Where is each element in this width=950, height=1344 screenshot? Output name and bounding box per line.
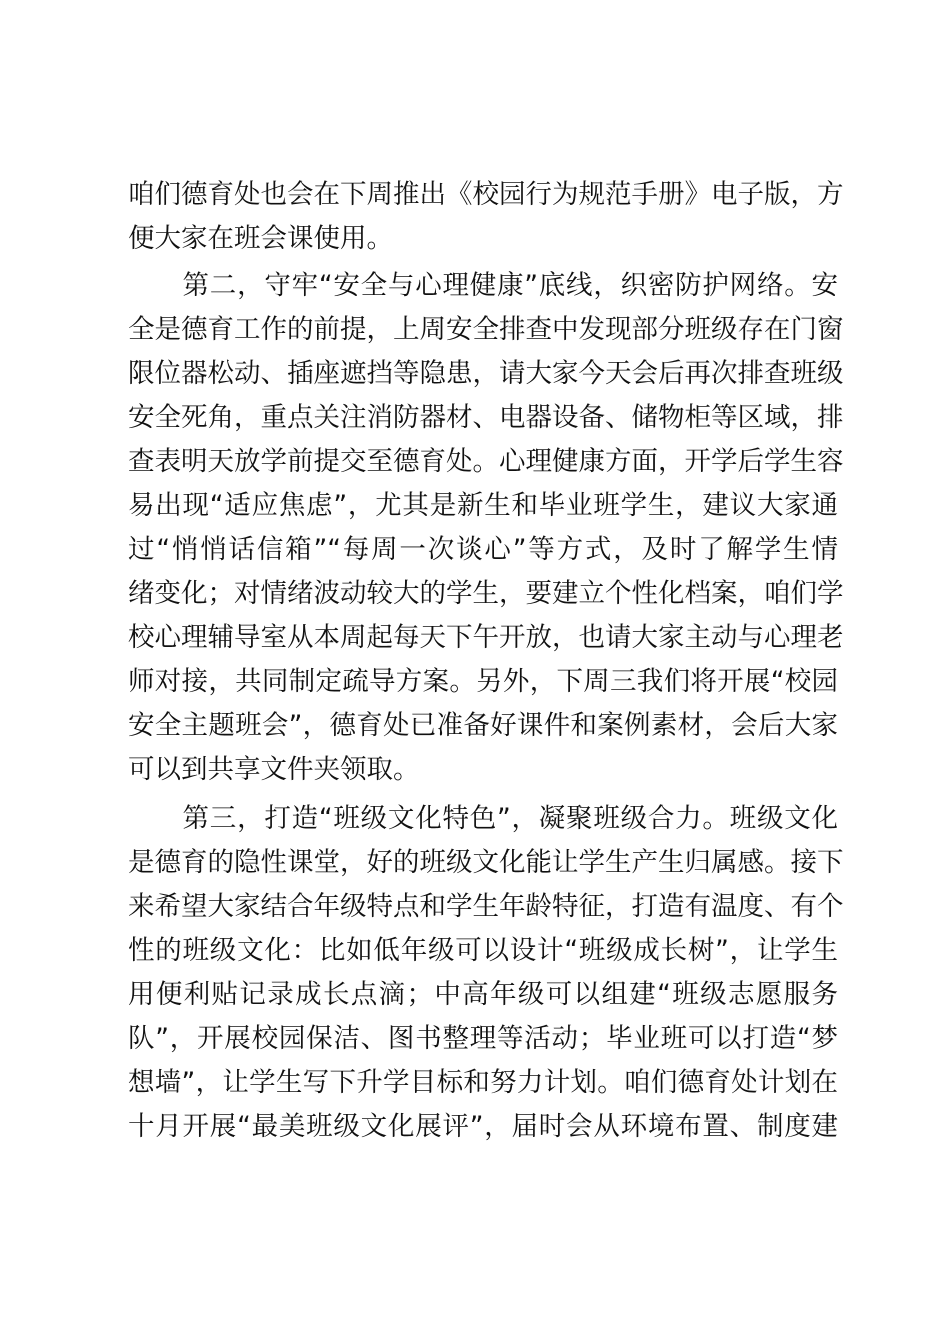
- text-line: 安全死角，重点关注消防器材、电器设备、储物柜等区域，排: [128, 402, 844, 433]
- text-line: 全是德育工作的前提，上周安全排查中发现部分班级存在门窗: [128, 314, 844, 345]
- text-line: 用便利贴记录成长点滴；中高年级可以组建“班级志愿服务: [128, 979, 838, 1010]
- text-line: 第三，打造“班级文化特色”，凝聚班级合力。班级文化: [128, 803, 838, 834]
- text-line: 可以到共享文件夹领取。: [128, 754, 420, 785]
- text-line: 查表明天放学前提交至德育处。心理健康方面，开学后学生容: [128, 446, 844, 477]
- text-line: 队”，开展校园保洁、图书整理等活动；毕业班可以打造“梦: [128, 1023, 838, 1054]
- text-line: 咱们德育处也会在下周推出《校园行为规范手册》电子版，方: [128, 179, 844, 210]
- text-line: 绪变化；对情绪波动较大的学生，要建立个性化档案，咱们学: [128, 578, 844, 609]
- text-line: 十月开展“最美班级文化展评”，届时会从环境布置、制度建: [128, 1111, 838, 1142]
- text-line: 限位器松动、插座遮挡等隐患，请大家今天会后再次排查班级: [128, 358, 844, 389]
- text-line: 校心理辅导室从本周起每天下午开放，也请大家主动与心理老: [128, 622, 844, 653]
- text-line: 来希望大家结合年级特点和学生年龄特征，打造有温度、有个: [128, 891, 844, 922]
- text-line: 师对接，共同制定疏导方案。另外，下周三我们将开展“校园: [128, 666, 838, 697]
- text-line: 安全主题班会”，德育处已准备好课件和案例素材，会后大家: [128, 710, 838, 741]
- text-line: 是德育的隐性课堂，好的班级文化能让学生产生归属感。接下: [128, 847, 844, 878]
- text-line: 易出现“适应焦虑”，尤其是新生和毕业班学生，建议大家通: [128, 490, 838, 521]
- text-line: 便大家在班会课使用。: [128, 223, 393, 254]
- text-line: 性的班级文化：比如低年级可以设计“班级成长树”，让学生: [128, 935, 838, 966]
- text-line: 第二，守牢“安全与心理健康”底线，织密防护网络。安: [128, 270, 838, 301]
- text-line: 想墙”，让学生写下升学目标和努力计划。咱们德育处计划在: [128, 1067, 838, 1098]
- text-line: 过“悄悄话信箱”“每周一次谈心”等方式，及时了解学生情: [128, 534, 838, 565]
